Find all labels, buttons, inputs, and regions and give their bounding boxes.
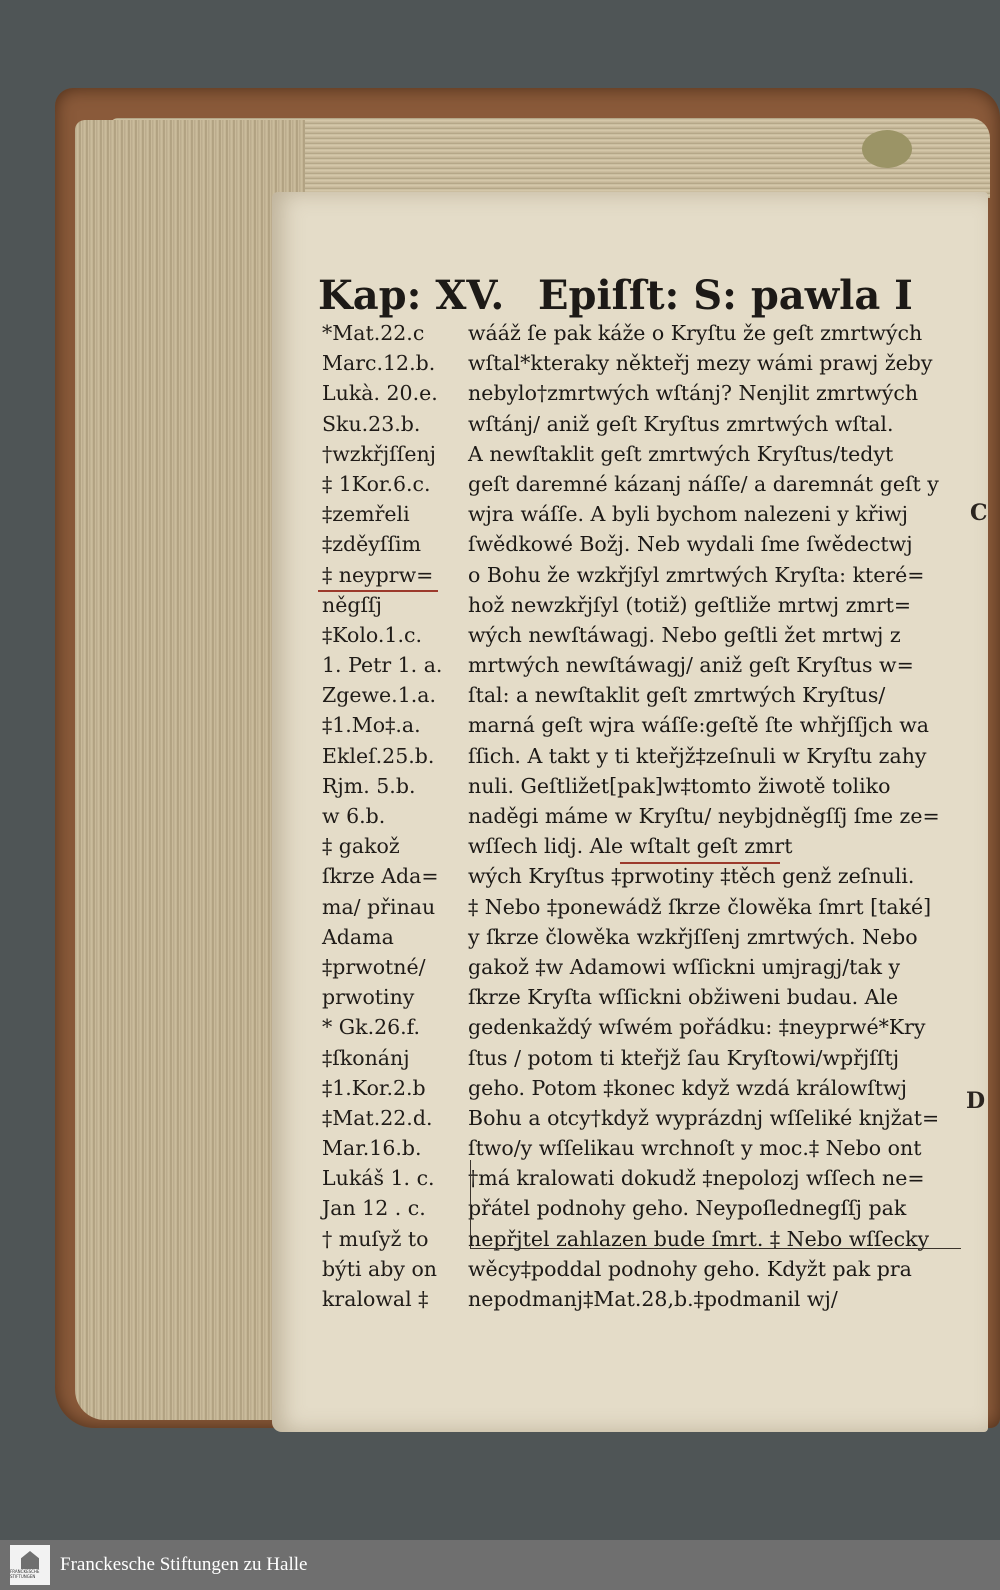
logo-text: FRANCKESCHE STIFTUNGEN (10, 1569, 40, 1579)
margin-note: 1. Petr 1. a. (322, 653, 443, 678)
text-line: wááž ſe pak káže o Kryſtu že geſt zmrtwých (468, 321, 923, 345)
margin-note: ‡Mat.22.d. (322, 1105, 433, 1130)
text-line: wých Kryſtus ‡prwotiny ‡těch genž zeſnuli. (468, 864, 915, 889)
text-line: ſtus / potom ti kteřjž ſau Kryſtowi/wpřjſſtj (468, 1045, 900, 1070)
text-line: nuli. Geſtližet[pak]w‡tomto žiwotě toliko (468, 773, 891, 798)
margin-note: ma/ přinau (322, 894, 436, 919)
margin-note: † muſyž to (322, 1226, 429, 1251)
margin-note: ‡1.Kor.2.b (322, 1075, 426, 1100)
margin-note: Adama (322, 924, 394, 949)
margin-note: ‡prwotné/ (322, 954, 426, 979)
margin-note: w 6.b. (322, 804, 386, 828)
text-line: †má kralowati dokudž ‡nepolozj wſſech ne= (468, 1166, 925, 1191)
margin-note: býti aby on (322, 1256, 438, 1281)
text-line: ſſich. A takt y ti kteřjž‡zeſnuli w Kryſtu zahy (468, 743, 927, 768)
text-line: gakož ‡w Adamowi wſſickni umjragj/tak y (468, 954, 901, 979)
margin-note: ſkrze Ada= (322, 864, 439, 889)
text-line: nepřjtel zahlazen bude ſmrt. ‡ Nebo wſſecky (468, 1226, 930, 1251)
institution-logo (10, 1545, 50, 1585)
margin-note: Marc.12.b. (322, 351, 436, 376)
text-line: wjra wáſſe. A byli bychom nalezeni y křiwj (468, 502, 908, 527)
margin-note: Rjm. 5.b. (322, 773, 416, 798)
margin-note: * Gk.26.f. (322, 1015, 421, 1040)
text-line: ſkrze Kryſta wſſickni obžiweni budau. Ale (468, 985, 899, 1010)
margin-note: ‡1.Mo‡.a. (322, 713, 421, 738)
institution-name: Franckesche Stiftungen zu Halle (60, 1554, 308, 1575)
text-line: marná geſt wjra wáſſe:geſtě ſte whřjſſjch wa (468, 713, 930, 738)
text-line: Bohu a otcy†když wyprázdnj wſſeliké knjžat= (468, 1105, 940, 1130)
margin-note: ‡zemřeli (322, 502, 410, 527)
text-line: nepodmanj‡Mat.28,b.‡podmanil wj/ (468, 1287, 838, 1311)
margin-note: ‡Kolo.1.c. (322, 622, 422, 647)
margin-note: †wzkřjſſenj (322, 441, 437, 466)
red-underline-margin (318, 590, 438, 592)
text-line: mrtwých newſtáwagj/ aniž geſt Kryſtus w= (468, 653, 914, 678)
text-line: wſſech lidj. Ale wſtalt geſt zmrt (468, 834, 793, 859)
text-line: wſtal*kteraky někteřj mezy wámi prawj žeby (468, 351, 933, 376)
text-line: ſwědkowé Božj. Neb wydali ſme ſwědectwj (468, 532, 913, 557)
margin-note: ‡ſkonánj (322, 1045, 410, 1070)
margin-note: ‡ gakož (322, 834, 400, 859)
text-line: ſtal: a newſtaklit geſt zmrtwých Kryſtus/ (468, 683, 886, 708)
text-line: naděgi máme w Kryſtu/ neybjdněgſſj ſme ze= (468, 804, 940, 828)
section-letter-d: D (966, 1088, 986, 1114)
text-line: ſtwo/y wſſelikau wrchnoſt y moc.‡ Nebo ont (468, 1136, 922, 1161)
footer-bar (0, 1540, 1000, 1590)
margin-note: prwotiny (322, 985, 415, 1010)
margin-note: Mar.16.b. (322, 1136, 422, 1161)
text-line: y ſkrze člowěka wzkřjſſenj zmrtwých. Nebo (468, 924, 918, 949)
margin-note: něgſſj (322, 592, 382, 617)
margin-note: Zgewe.1.a. (322, 683, 436, 708)
margin-note: ‡ 1Kor.6.c. (322, 471, 431, 496)
margin-note: Lukáš 1. c. (322, 1166, 435, 1191)
margin-note: Jan 12 . c. (322, 1196, 426, 1221)
text-line: wých newſtáwagj. Nebo geſtli žet mrtwj z (468, 622, 901, 647)
text-line: gedenkaždý wſwém pořádku: ‡neyprwé*Kry (468, 1015, 926, 1040)
text-line: geho. Potom ‡konec když wzdá králowſtwj (468, 1075, 907, 1100)
page-side-edges (75, 120, 305, 1420)
text-line: o Bohu že wzkřjſyl zmrtwých Kryſta: které= (468, 562, 925, 587)
chapter-label: Kap: XV. (318, 272, 505, 319)
text-line: wěcy‡poddal podnohy geho. Kdyžt pak pra (468, 1256, 912, 1281)
text-line: hož newzkřjſyl (totiž) geſtliže mrtwj zmrt= (468, 592, 912, 617)
section-letter-c: C (970, 500, 988, 526)
margin-note: Ekleſ.25.b. (322, 743, 435, 768)
epistle-title: Epiſſt: S: pawla I (538, 272, 913, 319)
boxed-passage (470, 1160, 961, 1249)
margin-note: ‡zděyſſim (322, 532, 422, 557)
running-header (318, 272, 918, 324)
text-line: ‡ Nebo ‡ponewádž ſkrze člowěka ſmrt [také] (468, 894, 932, 919)
margin-note: ‡ neyprw= (322, 562, 434, 587)
text-line: A newſtaklit geſt zmrtwých Kryſtus/tedyt (468, 441, 894, 466)
margin-note: Lukà. 20.e. (322, 381, 438, 406)
logo-mark-icon (21, 1551, 39, 1569)
text-line: wſtánj/ aniž geſt Kryſtus zmrtwých wſtal. (468, 411, 894, 436)
margin-note: kralowal ‡ (322, 1287, 429, 1311)
red-underline-text (620, 862, 780, 864)
margin-note: *Mat.22.c (322, 321, 425, 345)
text-line: přátel podnohy geho. Neypoſlednegſſj pak (468, 1196, 907, 1221)
margin-notes (322, 318, 472, 1314)
text-line: geſt daremné kázanj náſſe/ a daremnát geſt y (468, 471, 939, 496)
ribbon-bookmark (862, 130, 912, 168)
text-line: nebylo†zmrtwých wſtánj? Nenjlit zmrtwých (468, 381, 919, 406)
margin-note: Sku.23.b. (322, 411, 421, 436)
